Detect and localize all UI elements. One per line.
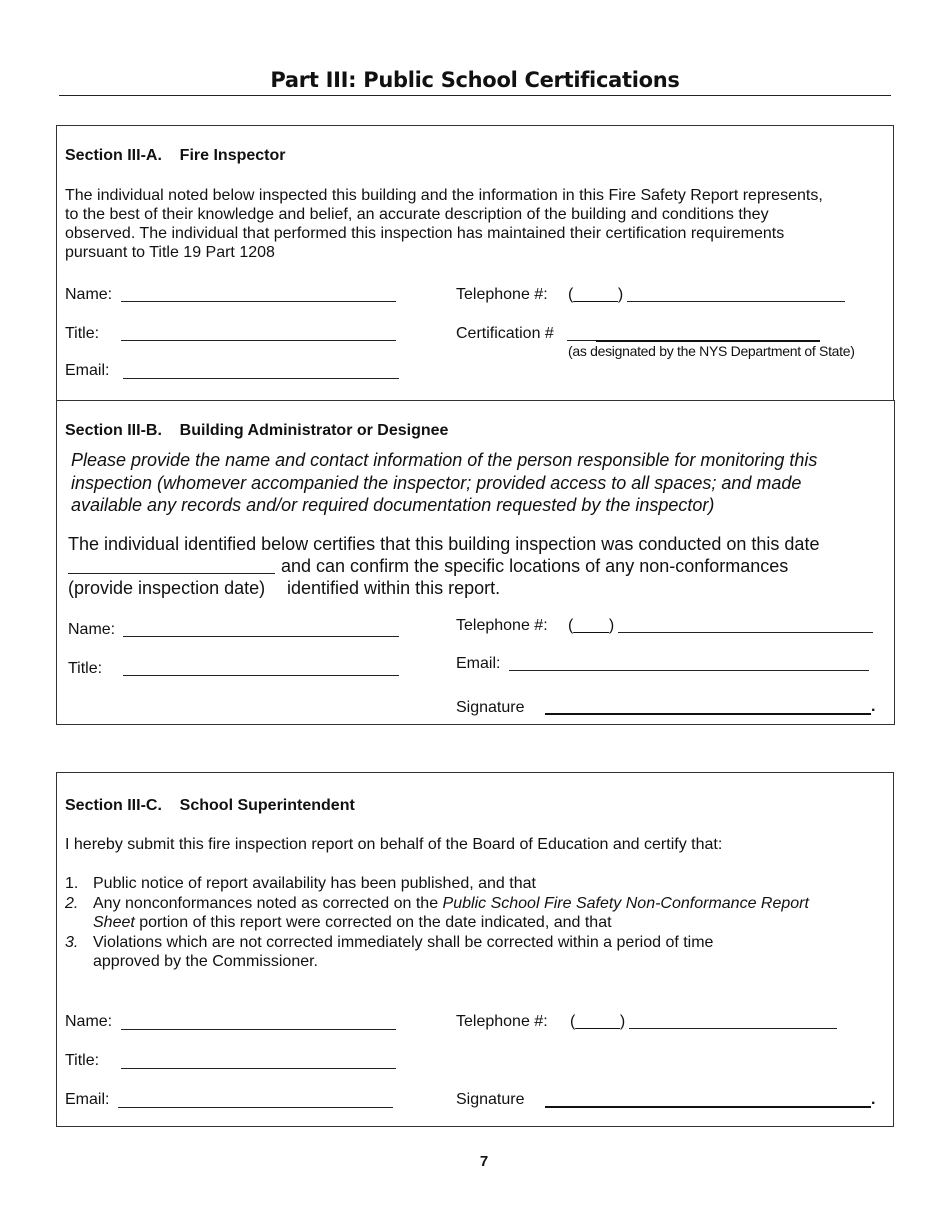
superintendent-email-label: Email: [65,1091,110,1108]
section-a-paragraph-line: The individual noted below inspected this building and the information in this Fire Safety Report represents, [65,187,823,204]
administrator-title-label: Title: [68,660,103,677]
list-item-number: 3. [65,933,79,951]
section-a-paragraph-line: pursuant to Title 19 Part 1208 [65,244,275,261]
administrator-name-field[interactable] [123,636,399,637]
administrator-telephone-label: Telephone #: [456,617,548,634]
superintendent-signature-end: . [871,1091,876,1108]
superintendent-telephone-field[interactable] [629,1028,837,1029]
list-item-text: Violations which are not corrected immediately shall be corrected within a period of time [93,933,714,951]
administrator-telephone-field[interactable] [618,632,873,633]
superintendent-telephone-label: Telephone #: [456,1013,548,1030]
inspector-telephone-area[interactable]: (_____) [568,286,624,303]
list-item-text-cont [93,913,612,933]
section-b-cert-line2: and can confirm the specific locations of any non-conformances [281,556,789,576]
list-item-number: 2. [65,894,79,912]
inspection-date-field[interactable] [68,573,275,574]
inspector-name-field[interactable] [121,301,396,302]
list-item-text: Public notice of report availability has been published, and that [93,875,536,892]
inspector-title-field[interactable] [121,340,396,341]
section-a-heading: Section III-A. Fire Inspector [65,147,286,164]
report-sheet-name: Public School Fire Safety Non-Conformance Report [442,894,809,912]
section-a-paragraph [65,186,885,262]
list-item-text [93,894,809,914]
list-item [65,933,885,972]
section-b-instruction-line: available any records and/or required documentation requested by the inspector) [71,495,715,515]
section-a-box [56,125,894,401]
inspector-email-field[interactable] [123,378,399,379]
inspector-email-label: Email: [65,362,110,379]
section-a-paragraph-line: observed. The individual that performed this inspection has maintained their certification requirements [65,225,785,242]
inspector-name-label: Name: [65,286,113,303]
administrator-signature-field[interactable] [545,713,871,715]
administrator-email-label: Email: [456,655,501,672]
superintendent-title-field[interactable] [121,1068,396,1069]
inspector-title-label: Title: [65,325,100,342]
superintendent-title-label: Title: [65,1052,100,1069]
administrator-title-field[interactable] [123,675,399,676]
section-c-heading: Section III-C. School Superintendent [65,797,355,814]
inspector-telephone-field[interactable] [627,301,845,302]
superintendent-signature-field[interactable] [545,1106,871,1108]
section-a-paragraph-line: to the best of their knowledge and belief, an accurate description of the building and conditions they [65,206,769,223]
superintendent-name-label: Name: [65,1013,113,1030]
inspection-date-hint: (provide inspection date) [68,578,266,598]
certification-label: Certification # [456,325,554,342]
administrator-telephone-area[interactable]: (____) [568,617,615,634]
section-b-heading: Section III-B. Building Administrator or Designee [65,422,449,439]
certification-list [65,874,885,972]
list-item-number: 1. [65,875,79,892]
list-item-text-part: portion of this report were corrected on the date indicated, and that [134,914,612,931]
administrator-name-label: Name: [68,621,116,638]
page-title: Part III: Public School Certifications [270,68,680,92]
administrator-email-field[interactable] [509,670,869,671]
section-b-instruction-line: inspection (whomever accompanied the inspector; provided access to all spaces; and made [71,472,802,493]
certification-field-underline [596,340,820,342]
report-sheet-name-cont: Sheet [93,914,135,931]
section-b-instruction-line: Please provide the name and contact information of the person responsible for monitoring this [71,450,818,470]
list-item [65,874,885,894]
superintendent-telephone-area[interactable]: (_____) [570,1013,626,1030]
certification-note: (as designated by the NYS Department of State) [568,343,855,359]
inspector-telephone-label: Telephone #: [456,286,548,303]
administrator-signature-end: . [871,698,876,715]
list-item-text-part: Any nonconformances noted as corrected on the [93,894,443,912]
page-number: 7 [479,1153,489,1170]
title-rule [59,95,891,96]
superintendent-name-field[interactable] [121,1029,396,1030]
list-item [65,894,885,933]
administrator-signature-label: Signature [456,699,525,716]
list-item-text-cont: approved by the Commissioner. [93,953,318,970]
section-b-cert-line1: The individual identified below certifies that this building inspection was conducted on this date [68,534,820,554]
superintendent-signature-label: Signature [456,1091,525,1108]
section-c-intro: I hereby submit this fire inspection report on behalf of the Board of Education and certify that: [65,836,723,853]
section-b-cert-line3: identified within this report. [287,578,501,598]
superintendent-email-field[interactable] [118,1107,393,1108]
section-b-instructions [71,449,886,517]
